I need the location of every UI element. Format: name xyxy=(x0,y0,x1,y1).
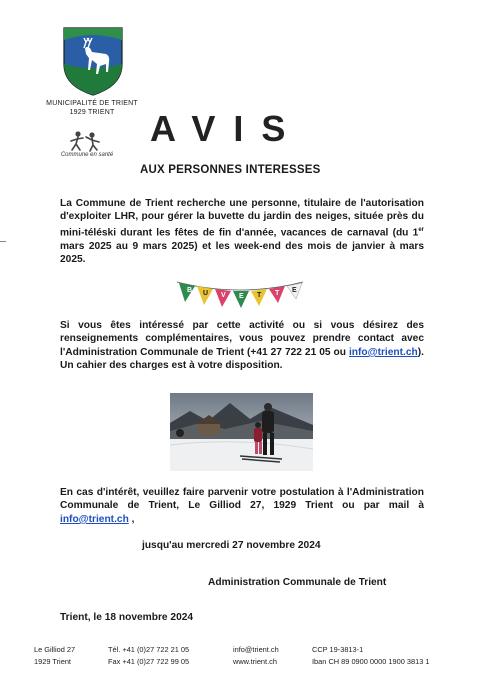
intro-text-end: mars 2025 au 9 mars 2025) et les week-end des mois de janvier à mars 2025. xyxy=(60,240,424,266)
bunting-letter: E xyxy=(292,287,297,294)
footer-iban: Iban CH 89 0900 0000 1900 3813 1 xyxy=(312,657,430,666)
coat-of-arms-logo xyxy=(62,26,124,96)
bunting-letter: B xyxy=(187,287,193,294)
bunting-flag xyxy=(197,286,213,305)
application-text-end: , xyxy=(128,513,135,525)
footer-website[interactable]: www.trient.ch xyxy=(233,657,277,666)
footer-address-street: Le Gilliod 27 xyxy=(34,645,76,654)
page-title: AVIS xyxy=(150,108,304,149)
bunting-flag xyxy=(233,291,249,308)
footer-tel: Tél. +41 (0)27 722 21 05 xyxy=(108,645,190,654)
municipality-postcode: 1929 TRIENT xyxy=(69,109,115,116)
footer-address xyxy=(34,644,75,668)
municipality-name: MUNICIPALITÉ DE TRIENT xyxy=(46,100,138,107)
bunting-flag xyxy=(287,283,302,299)
bunting-flag xyxy=(215,289,231,307)
footer-ccp: CCP 19-3813-1 xyxy=(312,645,364,654)
bunting-letter: T xyxy=(257,292,262,299)
margin-mark xyxy=(0,241,6,242)
deadline-line: jusqu'au mercredi 27 novembre 2024 xyxy=(142,540,321,551)
application-email-link[interactable]: info@trient.ch xyxy=(60,513,129,525)
contact-text-end: ). Un cahier des charges est à votre disposition. xyxy=(60,346,424,372)
intro-paragraph xyxy=(60,197,424,266)
bunting-letter: V xyxy=(221,292,226,299)
buvette-bunting-image xyxy=(175,276,305,312)
municipality-header xyxy=(30,99,154,117)
contact-email-link[interactable]: info@trient.ch xyxy=(348,346,418,358)
footer-fax: Fax +41 (0)27 722 99 05 xyxy=(108,657,190,666)
footer-phone xyxy=(108,644,189,668)
footer-bank xyxy=(312,644,430,668)
application-paragraph xyxy=(60,486,424,526)
page-subtitle: AUX PERSONNES INTERESSES xyxy=(140,164,321,176)
bunting-letter: T xyxy=(275,290,280,297)
bunting-flag xyxy=(251,289,267,306)
footer-address-town: 1929 Trient xyxy=(34,657,71,666)
date-line: Trient, le 18 novembre 2024 xyxy=(60,612,194,623)
contact-paragraph xyxy=(60,319,424,373)
bunting-flag xyxy=(179,283,195,302)
ordinal-sup: er xyxy=(418,226,424,233)
bunting-flag xyxy=(269,286,285,303)
ski-slope-photo xyxy=(170,393,313,471)
bunting-letter: E xyxy=(239,293,244,300)
contact-text: Si vous êtes intéressé par cette activité ou si vous désirez des renseignements complémentaires, vous pouvez prendre contact avec l'Administration Communale de Trient (+41 27 722 21 05 ou xyxy=(60,320,424,358)
signature-line: Administration Communale de Trient xyxy=(208,577,387,588)
application-text: En cas d'intérêt, veuillez faire parvenir votre postulation à l'Administration Communale de Trient, Le Gilliod 27, 1929 Trient ou par mail à xyxy=(60,487,424,512)
intro-text: La Commune de Trient recherche une personne, titulaire de l'autorisation d'exploiter LHR, pour gérer la buvette du jardin des neiges, située près du mini-téléski durant les fêtes de fin d'année, vacances de carnaval (du 1 xyxy=(60,198,424,239)
footer-email[interactable]: info@trient.ch xyxy=(233,645,279,654)
commune-en-sante-label: Commune en santé xyxy=(60,152,114,158)
bunting-letter: U xyxy=(203,290,209,297)
footer-web xyxy=(233,644,279,668)
